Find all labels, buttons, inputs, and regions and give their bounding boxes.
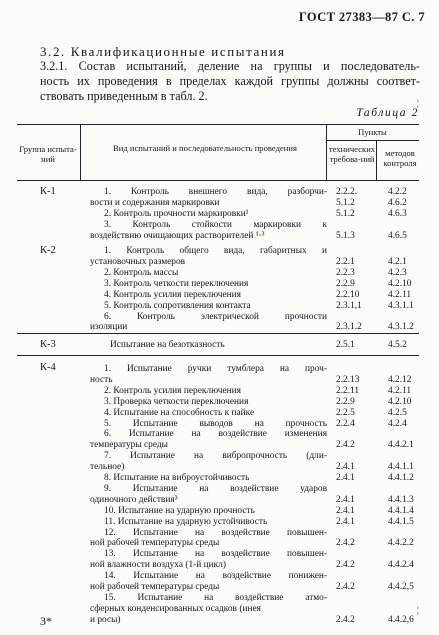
table-cell: 2.4.1 [336,505,355,516]
table-row: ной влажности воздуха (1-й цикл) [90,560,227,571]
table-cell: 2.2.3 [336,268,355,278]
table-cell: 2.4.2 [336,538,355,549]
table-row: 10. Испытание на ударную прочность [104,505,255,516]
table-cell: 4.4.2,5 [388,582,414,592]
group-label: К-3 [40,339,56,350]
table-row: 13. Испытание на воздействие повышен- [104,549,327,560]
table-cell: 4.4.1.3 [388,494,414,505]
table-cell: 4.4.1.2 [388,473,414,483]
table-cell: 4.2.10 [388,396,412,407]
table-cell: 4.2.4 [388,418,407,429]
table-cell: 4.2.3 [388,268,407,278]
table-cell: 2.2.5 [336,407,355,418]
table-row: изоляции [90,322,128,332]
table-row: 3. Контроль четкости переключения [104,279,249,289]
table-cell: 2.2.13 [336,374,360,385]
table-row: 5. Испытание выводов на прочность [104,418,327,429]
table-cell: 5.1.2 [336,209,355,219]
table-row: одиночного действия³ [90,494,178,505]
table-row: ной рабочей температуры среды [90,538,220,549]
table-cell: 4.3.1.1 [388,301,414,311]
table-cell: 2.3.1.2 [336,322,362,332]
page-header: ГОСТ 27383—87 С. 7 [298,10,425,24]
table-cell: 2.3.1,1 [336,301,362,311]
table-cell: 2.2.2. [336,187,358,197]
header-vline [80,124,81,180]
table-row: 2. Контроль прочности маркировки¹ [104,209,249,219]
table-cell: 2.5.1 [336,340,355,350]
table-row: 1. Испытание ручки тумблера на проч- [104,364,327,374]
table-row: ной рабочей температуры среды [90,582,220,592]
table-cell: 4.6.3 [388,209,407,219]
table-cell: 4.2.1 [388,257,407,267]
table-row: ность [90,374,113,385]
header-points: Пункты [358,127,387,137]
table-cell: 4.4.1.4 [388,505,414,516]
table-cell: 5.1.2 [336,198,355,208]
table-cell: 2.2.1 [336,257,355,267]
table-cell: 4.4.2.1 [388,440,414,451]
table-row: 4. Контроль усилия переключения [104,290,241,300]
table-cell: 2.2.9 [336,279,355,289]
table-row: 1. Контроль внешнего вида, разборчи- [104,187,327,197]
table-row: 11. Испытание на ударную устойчивость [104,516,268,527]
header-bottom-rule [17,180,419,181]
paragraph-line: 3.2.1. Состав испытаний, деление на группы и последователь- [40,59,420,73]
table-row: и росы) [90,614,121,625]
table-cell: 4.2.5 [388,407,407,418]
table-cell: 2.4.2 [336,582,355,592]
paragraph [40,59,420,105]
group-separator [17,355,419,356]
table-row: сферных конденсированных осадков (инея [90,603,261,614]
section-title: 3.2. Квалификационные испытания [40,44,286,59]
table-row: температуры среды [90,440,168,451]
table-row: 12. Испытание на воздействие повышен- [104,527,327,538]
paragraph-line: ность их проведения в пределах каждой группы должны соответ- [40,74,420,89]
table-cell: 2.4.1 [336,462,355,473]
table-cell: 4.6.5 [388,231,407,241]
table-cell: 4.4.2.2 [388,538,414,549]
table-cell: 2.4.2 [336,440,355,451]
table-cell: 5.1.3 [336,231,355,241]
table-row: 9. Испытание на воздействие ударов [104,483,327,494]
table-row: 2. Контроль усилия переключения [104,385,241,396]
table-cell: 4.2.2 [388,187,407,197]
table-cell: 4.2.11 [388,385,412,396]
margin-mark: ¦ [417,605,419,615]
table-row: 8. Испытание на виброустойчивость [104,473,250,483]
header-tech: технических требова-ний [328,144,376,164]
table-cell: 4.4.1.1 [388,462,414,473]
header-vline [376,140,377,180]
table-cell: 4.3.1.2 [388,322,414,332]
header-group: Группа испыта-ний [19,144,77,164]
margin-mark: ¦ [417,98,419,108]
table-cell: 4.2.10 [388,279,412,289]
table-caption: Таблица 2 [356,107,419,119]
table-row: 3. Проверка четкости переключения [104,396,249,407]
table-row: 5. Контроль сопротивления контакта [104,301,251,311]
group-label: К-1 [40,186,56,197]
table-cell: 2.4.2 [336,560,355,571]
table-row: 2. Контроль массы [104,268,179,278]
table-cell: 4.2.12 [388,374,412,385]
table-row: 15. Испытание на воздействие атмо- [104,592,327,603]
table-row: 3. Контроль стойкости маркировки к [104,220,327,230]
table-row: 7. Испытание на вибропрочность (дли- [104,451,327,462]
header-kind: Вид испытаний и последовательность проведения [113,143,297,153]
paragraph-line: ствовать приведенным в табл. 2. [40,89,208,104]
table-cell: 4.4.1.5 [388,516,414,527]
table-cell: 4.6.2 [388,198,407,208]
table-row: тельное) [90,462,125,473]
group-label: К-4 [40,362,56,373]
table-row: 1. Контроль общего вида, габаритных и [104,246,327,256]
table-row: 6. Испытание на воздействие изменения [104,429,327,440]
table-row: 14. Испытание на воздействие понижен- [104,571,327,582]
group-label: К-2 [40,245,56,256]
page-footer-mark: 3* [40,614,52,628]
table-row: установочных размеров [90,257,186,267]
table-cell: 4.5.2 [388,340,407,350]
header-methods: методов контроля [383,148,417,168]
table-cell: 2.2.4 [336,418,355,429]
table-cell: 4.4.2.4 [388,560,414,571]
table-row: 4. Испытание на способность к пайке [104,407,255,418]
table-cell: 2.2.10 [336,290,360,300]
table-cell: 2.2.9 [336,396,355,407]
table-cell: 2.4.1 [336,516,355,527]
table-cell: 2.4.2 [336,614,355,625]
table-row: Испытание на безотказность [110,340,225,350]
table-cell: 2.2.11 [336,385,360,396]
table-cell: 2.4.1 [336,473,355,483]
table-cell: 2.4.1 [336,494,355,505]
table-row: вости и содержания маркировки [90,198,220,208]
table-cell: 4.4.2,6 [388,614,414,625]
table-top-rule [17,124,419,125]
points-divider [326,140,419,141]
table-row: воздействию очищающих растворителей ¹·³ [90,231,265,241]
table-cell: 4.2.11 [388,290,412,300]
group-separator [17,333,419,334]
table-row: 6. Контроль электрической прочности [104,312,327,322]
